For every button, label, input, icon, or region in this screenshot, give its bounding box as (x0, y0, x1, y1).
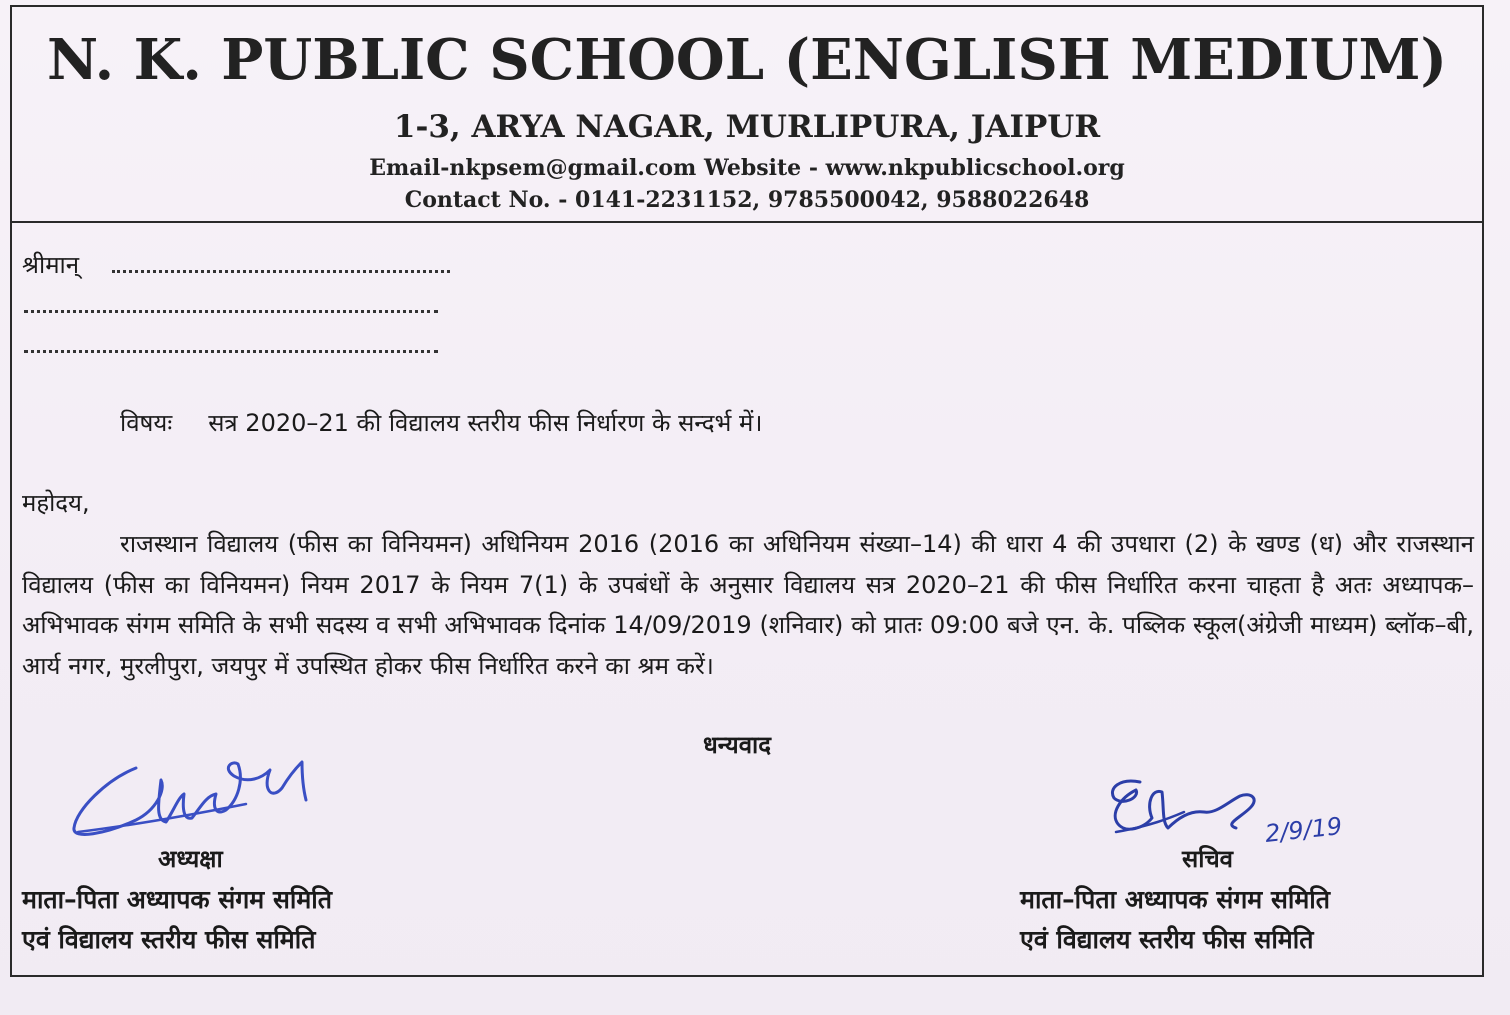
subject-text: सत्र 2020–21 की विद्यालय स्तरीय फीस निर्धारण के सन्दर्भ में। (208, 409, 763, 437)
secretary-title: सचिव (1182, 845, 1234, 873)
addressee-blank-line-3 (24, 350, 438, 353)
chairperson-title: अध्यक्षा (158, 845, 223, 873)
thanks: धन्यवाद (702, 731, 772, 759)
school-address: 1-3, ARYA NAGAR, MURLIPURA, JAIPUR (393, 109, 1101, 145)
letter-body: राजस्थान विद्यालय (फीस का विनियमन) अधिनियम 2016 (2016 का अधिनियम संख्या–14) की धारा 4 की उपधारा (2) के खण्ड (ध) और राजस्थान विद्यालय (फीस का विनियमन) नियम 2017 के नियम 7(1) के उपबंधों के अनुसार विद्यालय सत्र 2020–21 की फीस निर्धारित करना चाहता है अतः अध्यापक–अभिभावक संगम समिति के सभी सदस्य व सभी अभिभावक दिनांक 14/09/2019 (शनिवार) को प्रातः 09:00 बजे एन. के. पब्लिक स्कूल(अंग्रेजी माध्यम) ब्लॉक–बी, आर्य नगर, मुरलीपुरा, जयपुर में उपस्थित होकर फीस निर्धारित करने का श्रम करें। (22, 530, 1474, 680)
secretary-committee (1020, 880, 1330, 960)
contact-numbers-line: Contact No. - 0141-2231152, 9785500042, 9588022648 (404, 187, 1090, 213)
addressee-blank-line-1 (112, 270, 450, 273)
salutation: श्रीमान् (22, 251, 80, 279)
school-name: N. K. PUBLIC SCHOOL (ENGLISH MEDIUM) (47, 27, 1447, 93)
secretary-committee-line-2: एवं विद्यालय स्तरीय फीस समिति (1020, 925, 1314, 954)
secretary-signature-date: 2/9/19 (1263, 812, 1344, 848)
addressee-blank-line-2 (24, 310, 438, 313)
chairperson-committee-line-2: एवं विद्यालय स्तरीय फीस समिति (22, 925, 316, 954)
chairperson-committee (22, 880, 332, 960)
chairperson-committee-line-1: माता–पिता अध्यापक संगम समिति (22, 885, 333, 914)
letterhead (10, 5, 1484, 223)
email-website-line: Email-nkpsem@gmail.com Website - www.nkpublicschool.org (369, 155, 1125, 181)
secretary-committee-line-1: माता–पिता अध्यापक संगम समिति (1020, 885, 1331, 914)
subject-label: विषयः (120, 409, 173, 437)
subject-line (120, 406, 762, 439)
chairperson-signature (66, 750, 326, 846)
greeting: महोदय, (22, 489, 90, 517)
